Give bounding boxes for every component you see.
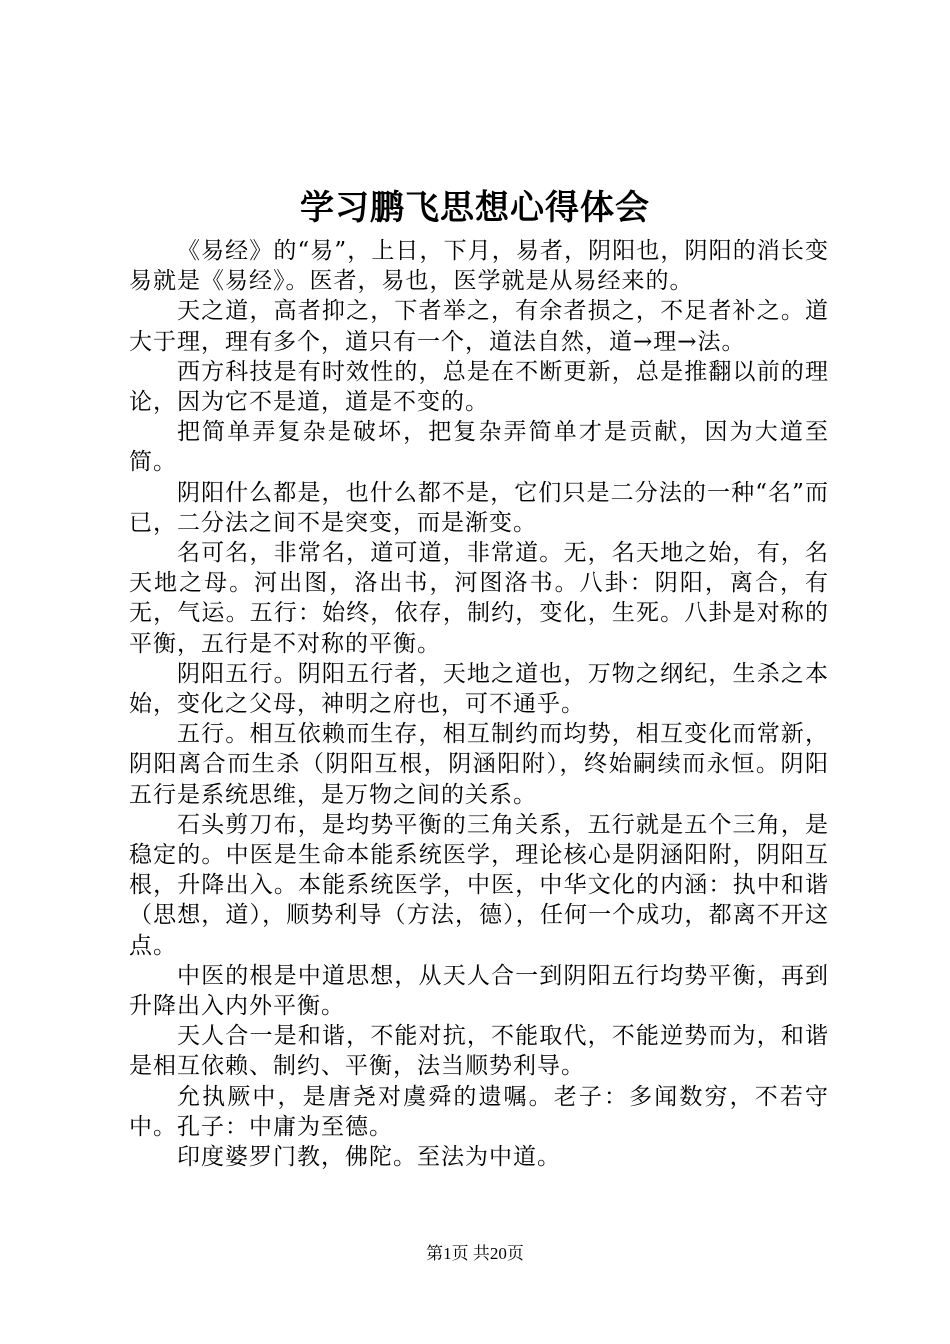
paragraph-3: 西方科技是有时效性的，总是在不断更新，总是推翻以前的理论，因为它不是道，道是不变的。 [129, 358, 829, 416]
paragraph-6: 名可名，非常名，道可道，非常道。无，名天地之始，有，名天地之母。河出图，洛出书，河图洛书。八卦：阴阳，离合，有无，气运。五行：始终，依存，制约，变化，生死。八卦是对称的平衡，五行是不对称的平衡。 [129, 540, 829, 657]
paragraph-12: 允执厥中，是唐尧对虞舜的遗嘱。老子：多闻数穷，不若守中。孔子：中庸为至德。 [129, 1083, 829, 1140]
page-footer: 第1页 共20页 [426, 1244, 524, 1263]
document-body [129, 236, 829, 1172]
paragraph-11: 天人合一是和谐，不能对抗，不能取代，不能逆势而为，和谐是相互依赖、制约、平衡，法当顺势利导。 [129, 1023, 829, 1080]
paragraph-2: 天之道，高者抑之，下者举之，有余者损之，不足者补之。道大于理，理有多个，道只有一个，道法自然，道→理→法。 [129, 298, 829, 355]
paragraph-13: 印度婆罗门教，佛陀。至法为中道。 [177, 1144, 561, 1171]
paragraph-9: 石头剪刀布，是均势平衡的三角关系，五行就是五个三角，是稳定的。中医是生命本能系统医学，理论核心是阴涵阳附，阴阳互根，升降出入。本能系统医学，中医，中华文化的内涵：执中和谐（思想，道），顺势利导（方法，德），任何一个成功，都离不开这点。 [129, 811, 829, 959]
page-title: 学习鹏飞思想心得体会 [300, 188, 650, 228]
paragraph-1: 《易经》的“易”，上日，下月，易者，阴阳也，阴阳的消长变易就是《易经》。医者，易也，医学就是从易经来的。 [129, 238, 829, 295]
paragraph-5: 阴阳什么都是，也什么都不是，它们只是二分法的一种“名”而已，二分法之间不是突变，而是渐变。 [129, 479, 829, 536]
paragraph-10: 中医的根是中道思想，从天人合一到阴阳五行均势平衡，再到升降出入内外平衡。 [129, 962, 829, 1020]
paragraph-4: 把简单弄复杂是破坏，把复杂弄简单才是贡献，因为大道至简。 [129, 419, 829, 476]
paragraph-8: 五行。相互依赖而生存，相互制约而均势，相互变化而常新，阴阳离合而生杀（阴阳互根，阴涵阳附），终始嗣续而永恒。阴阳五行是系统思维，是万物之间的关系。 [129, 721, 829, 808]
paragraph-7: 阴阳五行。阴阳五行者，天地之道也，万物之纲纪，生杀之本始，变化之父母，神明之府也，可不通乎。 [129, 660, 829, 718]
